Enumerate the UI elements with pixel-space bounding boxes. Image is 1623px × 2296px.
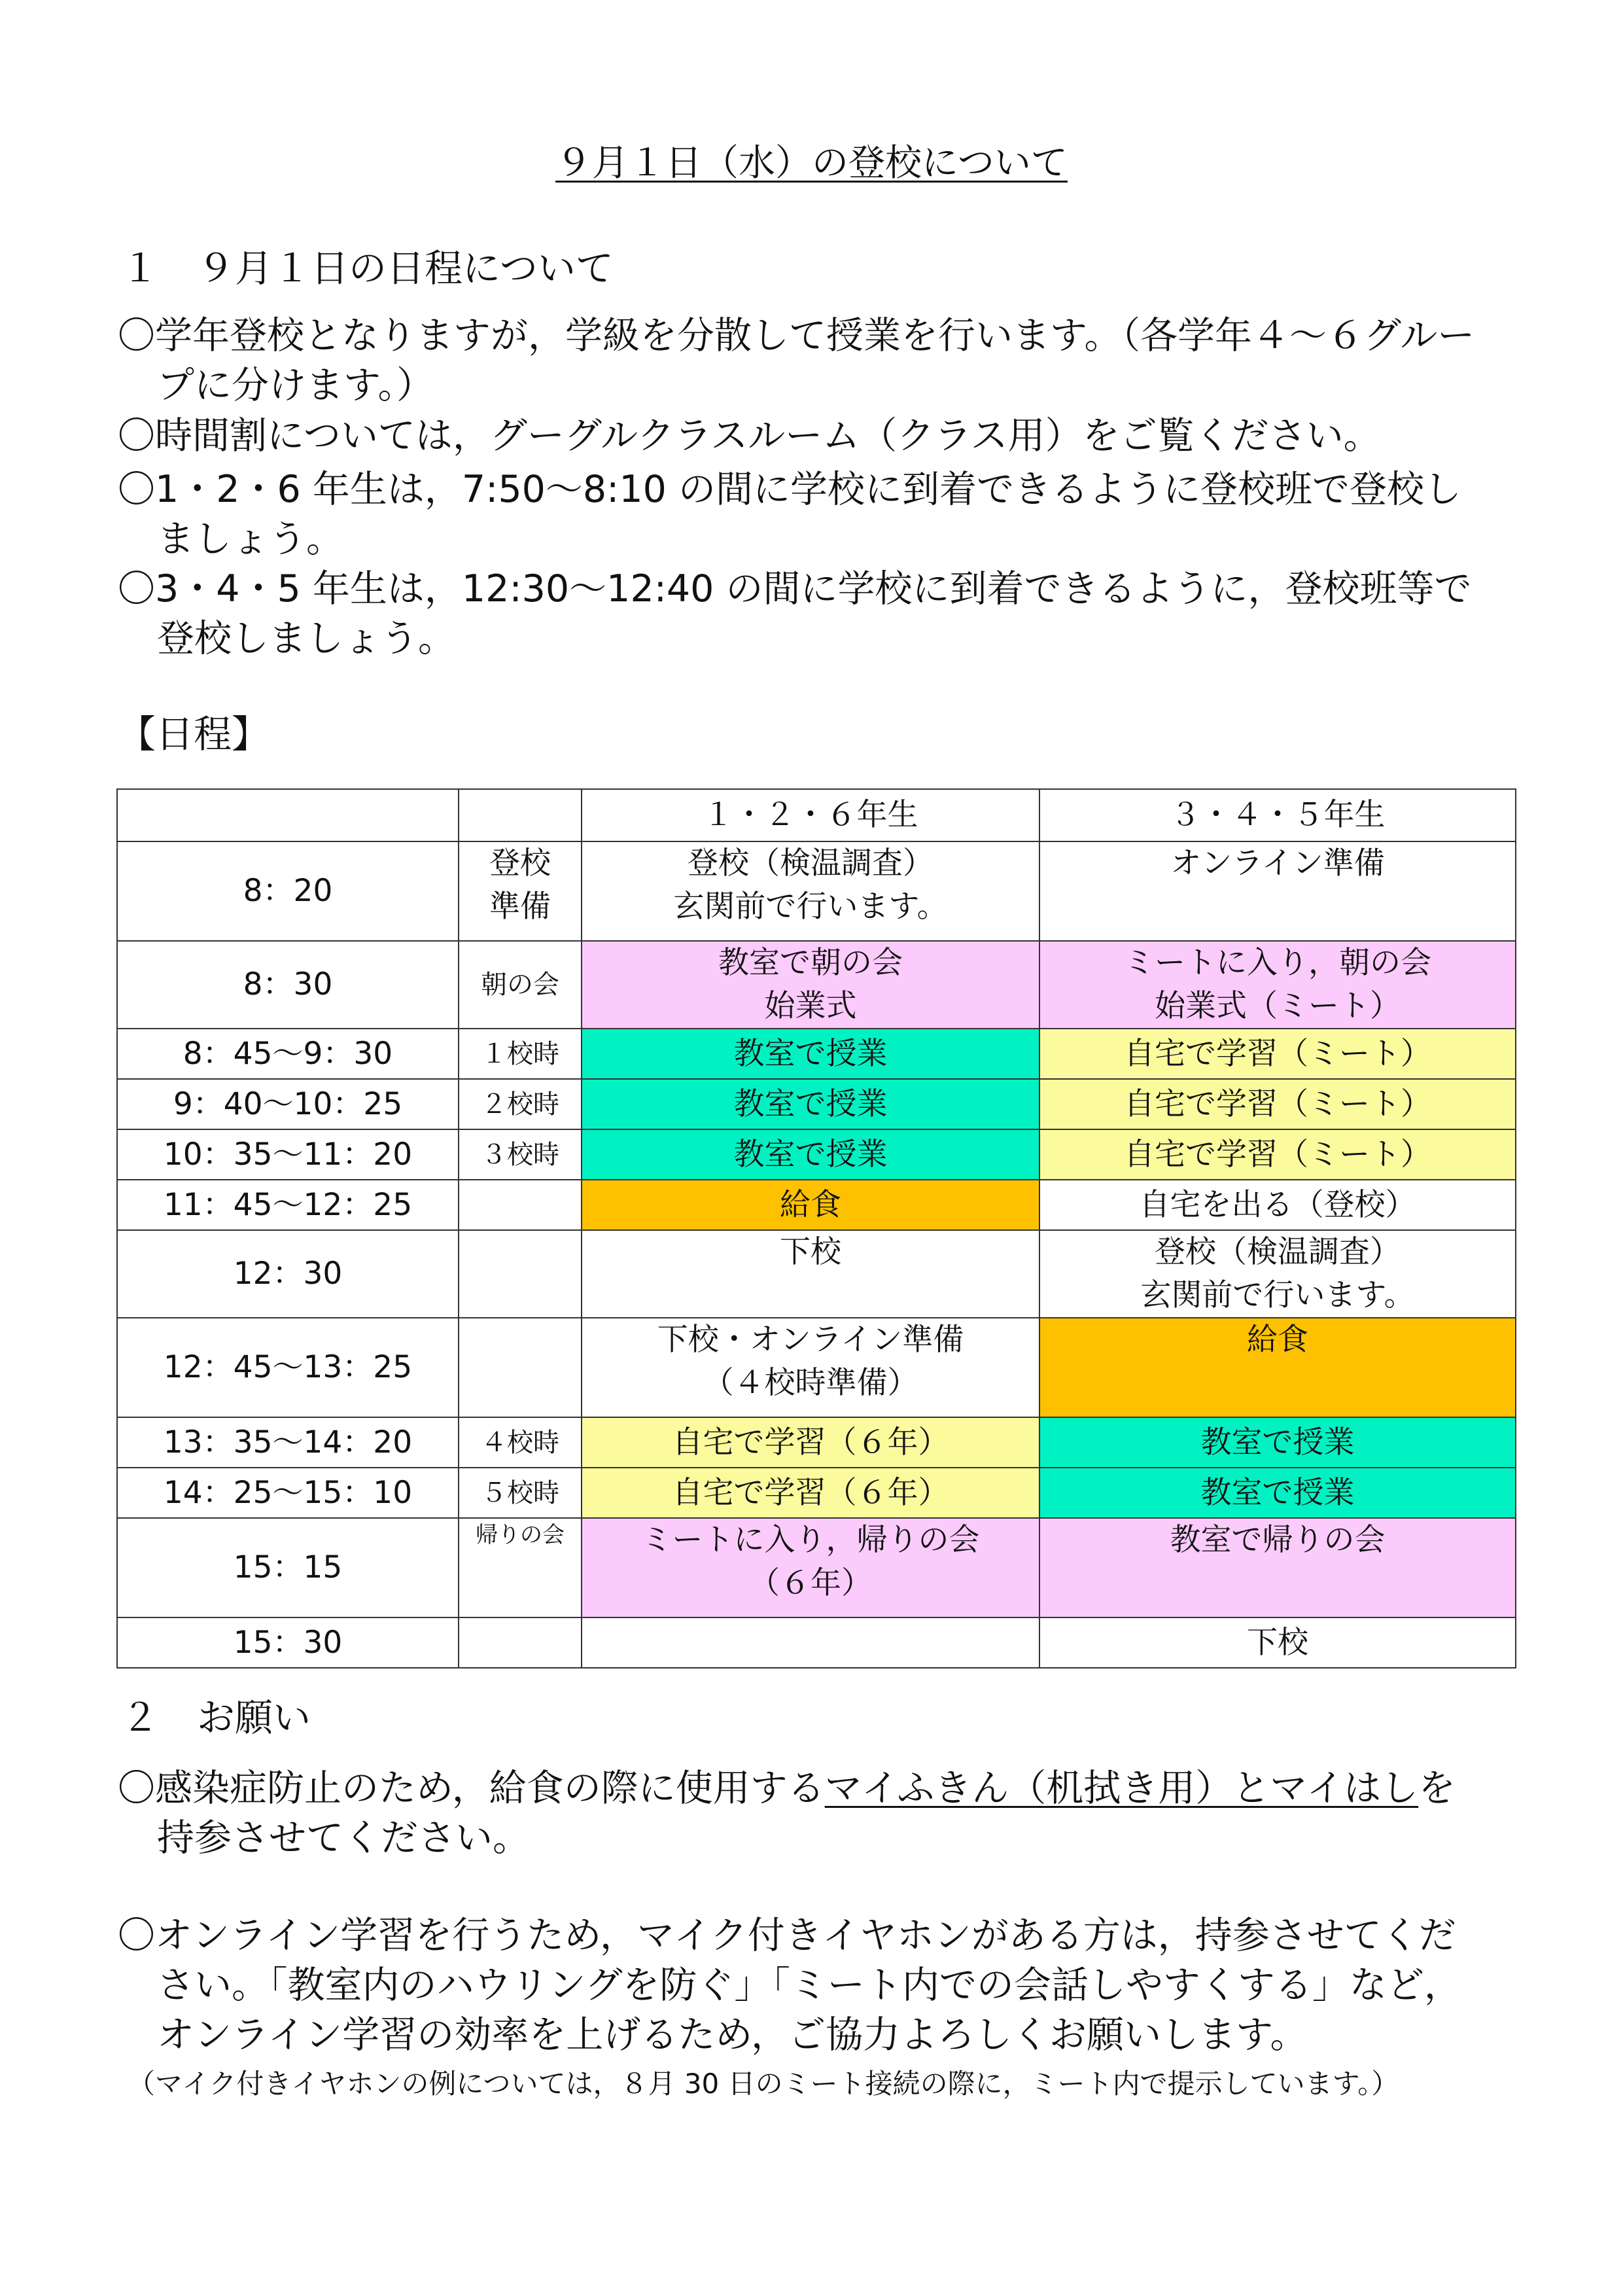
grade345-cell	[1039, 941, 1516, 1029]
grade126-cell: 給食	[582, 1180, 1039, 1230]
grade126-cell	[582, 1318, 1039, 1417]
table-row	[117, 841, 1516, 941]
grade126-cell: 自宅で学習（６年）	[582, 1417, 1039, 1468]
period-cell	[459, 841, 582, 941]
period-line: 準備	[489, 889, 551, 925]
table-row	[117, 1417, 1516, 1468]
cell-line: 始業式	[764, 988, 857, 1024]
period-cell: ４校時	[459, 1417, 582, 1468]
time-cell: 13：35～14：20	[117, 1417, 459, 1468]
cell-line: 教室で帰りの会	[1170, 1522, 1386, 1558]
table-row	[117, 1318, 1516, 1417]
time-cell: 15：15	[117, 1518, 459, 1617]
bullet-item	[118, 1763, 1524, 1863]
grade345-cell	[1039, 1230, 1516, 1318]
bullet-line: さい。「教室内のハウリングを防ぐ」「ミート内での会話しやすくする」など，	[157, 1964, 1461, 2007]
bullet-item	[118, 465, 1524, 564]
grade126-cell: 教室で授業	[582, 1129, 1039, 1180]
grade126-cell	[582, 1518, 1039, 1617]
bullet-item	[118, 311, 1524, 410]
table-row	[117, 1468, 1516, 1518]
schedule-table	[116, 788, 1516, 1669]
table-row	[117, 1029, 1516, 1079]
table-row	[117, 1518, 1516, 1617]
grade126-cell	[582, 941, 1039, 1029]
bullet-line: ましょう。	[157, 518, 343, 561]
period-cell: 帰りの会	[459, 1518, 582, 1617]
period-cell: ３校時	[459, 1129, 582, 1180]
grade345-cell: 自宅で学習（ミート）	[1039, 1129, 1516, 1180]
grade345-cell: 教室で授業	[1039, 1468, 1516, 1518]
grade345-cell	[1039, 1518, 1516, 1617]
cell-line: 下校	[780, 1234, 841, 1270]
bullet-line: 持参させてください。	[157, 1816, 530, 1860]
header-cell: ３・４・５年生	[1039, 789, 1516, 841]
time-cell: 10：35～11：20	[117, 1129, 459, 1180]
table-row	[117, 1180, 1516, 1230]
bullet-line: 登校しましょう。	[157, 617, 455, 660]
page-title-text: ９月１日（水）の登校について	[555, 142, 1068, 185]
cell-line: （４校時準備）	[703, 1365, 918, 1401]
bullet-text-post: を	[1418, 1767, 1456, 1810]
grade345-cell	[1039, 841, 1516, 941]
bullet-line: オンライン学習の効率を上げるため，ご協力よろしくお願いします。	[157, 2013, 1308, 2057]
time-cell: 8：30	[117, 941, 459, 1029]
schedule-label: 【日程】	[118, 712, 270, 756]
table-row	[117, 941, 1516, 1029]
bullet-line: 〇時間割については，グーグルクラスルーム（クラス用）をご覧ください。	[118, 414, 1381, 457]
grade126-cell	[582, 1230, 1039, 1318]
time-cell: 14：25～15：10	[117, 1468, 459, 1518]
time-cell: 12：45～13：25	[117, 1318, 459, 1417]
table-row	[117, 1617, 1516, 1668]
period-cell	[459, 1180, 582, 1230]
time-cell: 8：20	[117, 841, 459, 941]
grade126-cell: 自宅で学習（６年）	[582, 1468, 1039, 1518]
cell-line: 登校（検温調査）	[688, 845, 934, 881]
table-row	[117, 1129, 1516, 1180]
bullet-line: 〇オンライン学習を行うため，マイク付きイヤホンがある方は，持参させてくだ	[118, 1914, 1456, 1957]
period-cell: ２校時	[459, 1079, 582, 1129]
bullet-line	[118, 1763, 1524, 1813]
period-cell	[459, 1617, 582, 1668]
bullet-line: 〇1・2・6 年生は，7:50～8:10 の間に学校に到着できるように登校班で登校し	[118, 468, 1462, 511]
grade345-cell: 自宅で学習（ミート）	[1039, 1029, 1516, 1079]
bullet-item	[118, 411, 1524, 461]
time-cell: 8：45～9：30	[117, 1029, 459, 1079]
bullet-line: 〇3・4・5 年生は，12:30～12:40 の間に学校に到着できるように，登校班等で	[118, 567, 1472, 610]
bullet-item	[118, 564, 1524, 663]
cell-line: 登校（検温調査）	[1155, 1234, 1401, 1270]
period-cell: １校時	[459, 1029, 582, 1079]
section2-heading: ２ お願い	[121, 1695, 311, 1740]
cell-line: オンライン準備	[1170, 845, 1385, 881]
header-cell	[117, 789, 459, 841]
period-line: 登校	[489, 845, 551, 881]
grade126-cell: 教室で授業	[582, 1079, 1039, 1129]
grade345-cell: 教室で授業	[1039, 1417, 1516, 1468]
time-cell: 15：30	[117, 1617, 459, 1668]
grade345-cell	[1039, 1318, 1516, 1417]
period-cell: 朝の会	[459, 941, 582, 1029]
period-cell: ５校時	[459, 1468, 582, 1518]
header-cell: １・２・６年生	[582, 789, 1039, 841]
grade126-cell	[582, 841, 1039, 941]
cell-line: 始業式（ミート）	[1155, 988, 1401, 1024]
cell-line: 玄関前で行います。	[673, 889, 948, 925]
section1-heading: １ ９月１日の日程について	[121, 246, 614, 291]
bullet-item	[118, 1911, 1524, 2060]
cell-line: ミートに入り，朝の会	[1124, 945, 1431, 981]
grade345-cell: 自宅で学習（ミート）	[1039, 1079, 1516, 1129]
footnote: （マイク付きイヤホンの例については，８月 30 日のミート接続の際に，ミート内で提示しています。）	[128, 2068, 1399, 2100]
table-row	[117, 1230, 1516, 1318]
grade126-cell: 教室で授業	[582, 1029, 1039, 1079]
grade345-cell: 下校	[1039, 1617, 1516, 1668]
time-cell: 9：40～10：25	[117, 1079, 459, 1129]
cell-line: ミートに入り，帰りの会	[641, 1522, 980, 1558]
underlined-items: マイふきん（机拭き用）とマイはし	[824, 1767, 1419, 1810]
cell-line: （６年）	[749, 1565, 872, 1601]
grade345-cell: 自宅を出る（登校）	[1039, 1180, 1516, 1230]
bullet-text-pre: 〇感染症防止のため，給食の際に使用する	[118, 1767, 825, 1810]
cell-line: 下校・オンライン準備	[657, 1322, 964, 1358]
period-cell	[459, 1230, 582, 1318]
bullet-line: プに分けます。）	[157, 364, 434, 407]
cell-line: 給食	[1247, 1322, 1308, 1358]
time-cell: 12：30	[117, 1230, 459, 1318]
header-cell	[459, 789, 582, 841]
cell-line: 教室で朝の会	[718, 945, 903, 981]
time-cell: 11：45～12：25	[117, 1180, 459, 1230]
table-header-row	[117, 789, 1516, 841]
bullet-line: 〇学年登校となりますが，学級を分散して授業を行います。（各学年４～６グルー	[118, 314, 1475, 357]
table-row	[117, 1079, 1516, 1129]
cell-line: 玄関前で行います。	[1140, 1277, 1415, 1313]
grade126-cell	[582, 1617, 1039, 1668]
period-cell	[459, 1318, 582, 1417]
page-title	[0, 137, 1623, 190]
